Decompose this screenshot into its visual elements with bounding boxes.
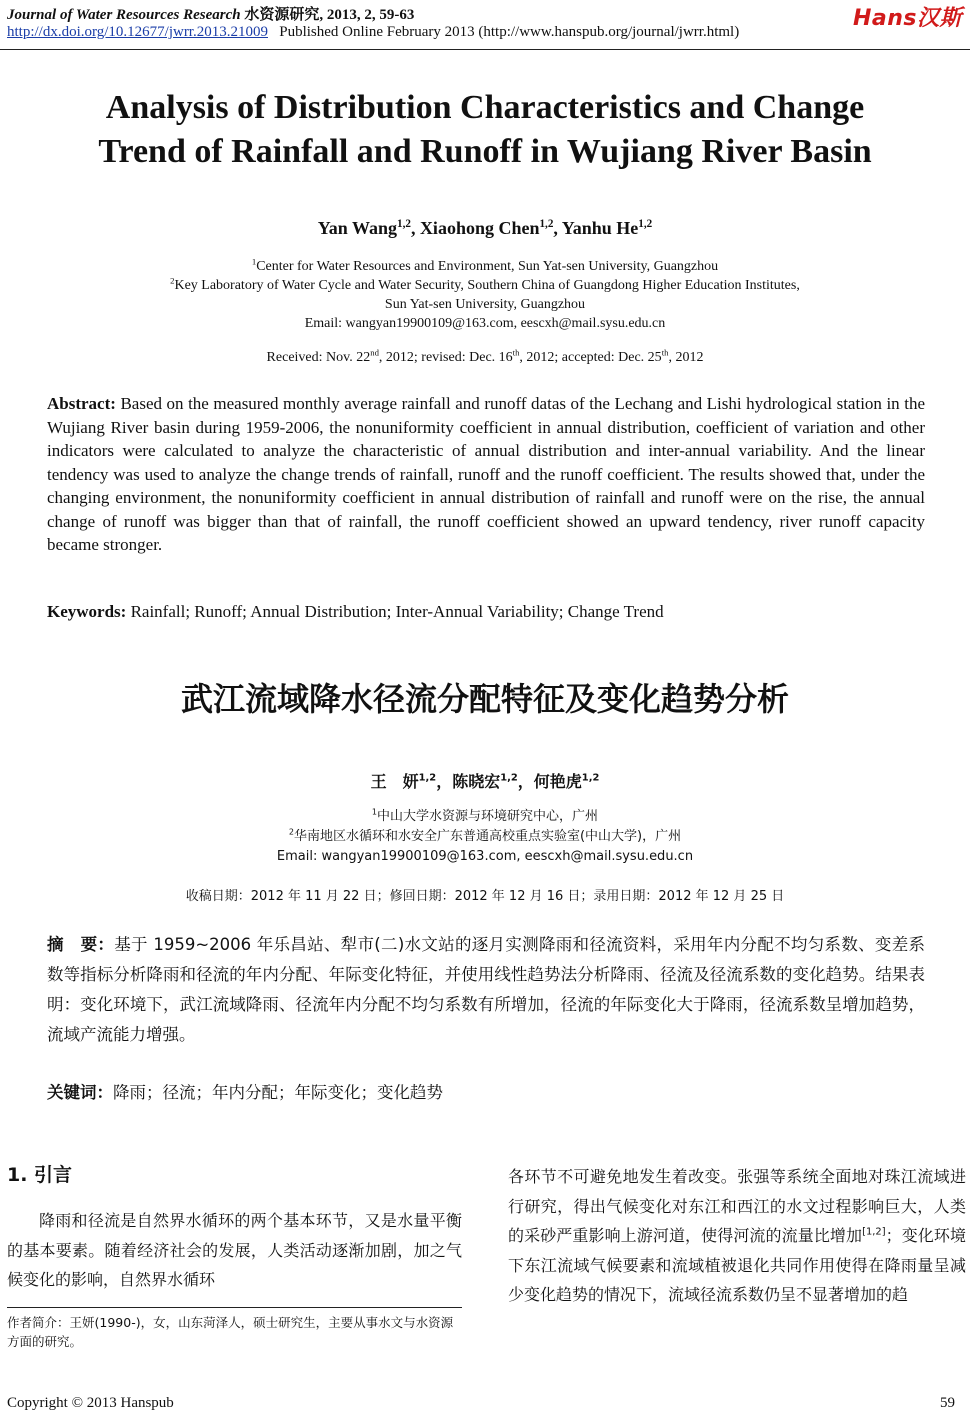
journal-name: Journal of Water Resources Research xyxy=(7,7,241,23)
date-sup: th xyxy=(512,347,520,358)
intro-left-column: 降雨和径流是自然界水循环的两个基本环节，又是水量平衡的基本要素。随着经济社会的发展，人类活动逐渐加剧，加之气候变化的影响，自然界水循环 xyxy=(7,1211,462,1289)
title-line-2: Trend of Rainfall and Runoff in Wujiang River Basin xyxy=(98,133,872,170)
author-name: , Xiaohong Chen xyxy=(410,218,540,238)
author-footnote: 作者简介：王妍(1990-)，女，山东菏泽人，硕士研究生，主要从事水文与水资源方面的研究。 xyxy=(7,1315,454,1349)
keywords-text-cn: 降雨；径流；年内分配；年际变化；变化趋势 xyxy=(113,1083,443,1102)
date-sup: nd xyxy=(370,347,379,358)
abstract-text: Based on the measured monthly average rainfall and runoff datas of the Lechang and Lishi hydrological station in the Wujiang River basin during 1959-2006, the nonuniformity coefficient in annual distribution, coefficient of variation and other indicators were calculated to analyze the characteristic of annual distribution and inter-annual variability. And the linear tendency was used to analyze the change trends of rainfall, runoff and the runoff coefficient. The results showed that, under the changing environment, the nonuniformity coefficient in annual distribution of rainfall and runoff were on the rise, the annual change of runoff was bigger than that of rainfall, the runoff coefficient showed an upward tendency, river runoff capacity became stronger. xyxy=(47,394,925,554)
doi-link[interactable]: http://dx.doi.org/10.12677/jwrr.2013.21009 xyxy=(7,24,268,40)
author-affil-sup: 1,2 xyxy=(396,218,411,230)
received-dates-cn: 收稿日期：2012 年 11 月 22 日；修回日期：2012 年 12 月 16 日；录用日期：2012 年 12 月 25 日 xyxy=(185,889,785,904)
abstract-label: Abstract: xyxy=(47,394,116,413)
abstract-label-cn: 摘 要： xyxy=(47,935,115,954)
affil-sup: 2 xyxy=(288,827,294,837)
author-name-cn: ，陈晓宏 xyxy=(436,772,501,791)
affiliation-cn-2 xyxy=(0,827,970,847)
affil-text: Center for Water Resources and Environment, Sun Yat-sen University, Guangzhou xyxy=(256,259,719,274)
affil-text: Key Laboratory of Water Cycle and Water Security, Southern China of Guangdong Higher Education Institutes, xyxy=(174,278,800,293)
date-text: , 2012; revised: Dec. 16 xyxy=(378,350,513,365)
author-name-cn: 王 妍 xyxy=(370,772,419,791)
affiliations xyxy=(0,257,970,333)
email-line: Email: wangyan19900109@163.com, eescxh@mail.sysu.edu.cn xyxy=(304,316,666,331)
published-info: Published Online February 2013 (http://www.hanspub.org/journal/jwrr.html) xyxy=(279,24,740,40)
affil-sup: 2 xyxy=(170,275,175,286)
email-line-cn: Email: wangyan19900109@163.com, eescxh@mail.sysu.edu.cn xyxy=(276,849,694,864)
author-affil-sup: 1,2 xyxy=(539,218,554,230)
keywords-en xyxy=(47,600,925,624)
author-affil-sup: 1,2 xyxy=(418,772,437,784)
keywords-cn xyxy=(47,1078,925,1108)
date-sup: th xyxy=(661,347,669,358)
author-name: , Yanhu He xyxy=(553,218,639,238)
citation-ref[interactable]: [1,2] xyxy=(862,1226,886,1238)
affiliations-cn xyxy=(0,807,970,867)
date-text: , 2012 xyxy=(668,350,704,365)
keywords-label: Keywords: xyxy=(47,602,127,621)
journal-header xyxy=(7,3,414,24)
doi-line xyxy=(7,24,739,41)
received-dates xyxy=(0,348,970,367)
author-affil-sup: 1,2 xyxy=(500,772,518,784)
author-name: Yan Wang xyxy=(317,218,397,238)
body-text: 各环节不可避免地发生着改变。张强等系统全面地对珠江流域进行研究，得出气候变化对东江和西江的水文过程影响巨大，人类的采砂严重影响上游河道，使得河流的流量比增加 xyxy=(508,1167,966,1245)
affil-sup: 1 xyxy=(251,256,257,267)
date-text: , 2012; accepted: Dec. 25 xyxy=(519,350,662,365)
affil-text: 中山大学水资源与环境研究中心，广州 xyxy=(377,809,599,824)
copyright: Copyright © 2013 Hanspub xyxy=(7,1395,174,1411)
author-name-cn: ，何艳虎 xyxy=(517,772,582,791)
paper-title-cn: 武江流域降水径流分配特征及变化趋势分析 xyxy=(180,680,789,718)
intro-right-column xyxy=(508,1162,966,1310)
author-list-cn xyxy=(0,769,970,792)
section-heading-introduction: 1. 引言 xyxy=(7,1164,73,1186)
journal-name-cn: 水资源研究, 2013, 2, 59-63 xyxy=(244,7,415,23)
abstract-en xyxy=(47,392,925,557)
page-number: 59 xyxy=(940,1395,955,1411)
header-divider xyxy=(0,49,970,50)
affiliation-3: Sun Yat-sen University, Guangzhou xyxy=(384,297,586,312)
hanspub-logo: Hans汉斯 xyxy=(852,6,962,31)
abstract-text-cn: 基于 1959~2006 年乐昌站、犁市(二)水文站的逐月实测降雨和径流资料，采用年内分配不均匀系数、变差系数等指标分析降雨和径流的年内分配、年际变化特征，并使用线性趋势法分析降雨、径流及径流系数的变化趋势。结果表明：变化环境下，武江流域降雨、径流年内分配不均匀系数有所增加，径流的年际变化大于降雨，径流系数呈增加趋势，流域产流能力增强。 xyxy=(47,935,926,1044)
author-list xyxy=(0,218,970,239)
footnote-divider xyxy=(7,1307,462,1308)
author-affil-sup: 1,2 xyxy=(581,772,600,784)
body-text: ；变化环境下东江流域气候要素和流域植被退化共同作用使得在降雨量呈减少变化趋势的情况下，流域径流系数仍呈不显著增加的趋 xyxy=(508,1226,966,1304)
author-affil-sup: 1,2 xyxy=(638,218,653,230)
abstract-cn xyxy=(47,930,925,1050)
affil-sup: 1 xyxy=(371,807,378,817)
keywords-text: Rainfall; Runoff; Annual Distribution; Inter-Annual Variability; Change Trend xyxy=(126,602,664,621)
keywords-label-cn: 关键词： xyxy=(47,1083,113,1102)
affiliation-1 xyxy=(0,257,970,276)
paper-title xyxy=(0,86,970,174)
date-text: Received: Nov. 22 xyxy=(266,350,371,365)
affil-text: 华南地区水循环和水安全广东普通高校重点实验室(中山大学)，广州 xyxy=(293,829,682,844)
title-line-1: Analysis of Distribution Characteristics and Change xyxy=(105,89,865,126)
affiliation-cn-1 xyxy=(0,807,970,827)
affiliation-2 xyxy=(0,276,970,295)
